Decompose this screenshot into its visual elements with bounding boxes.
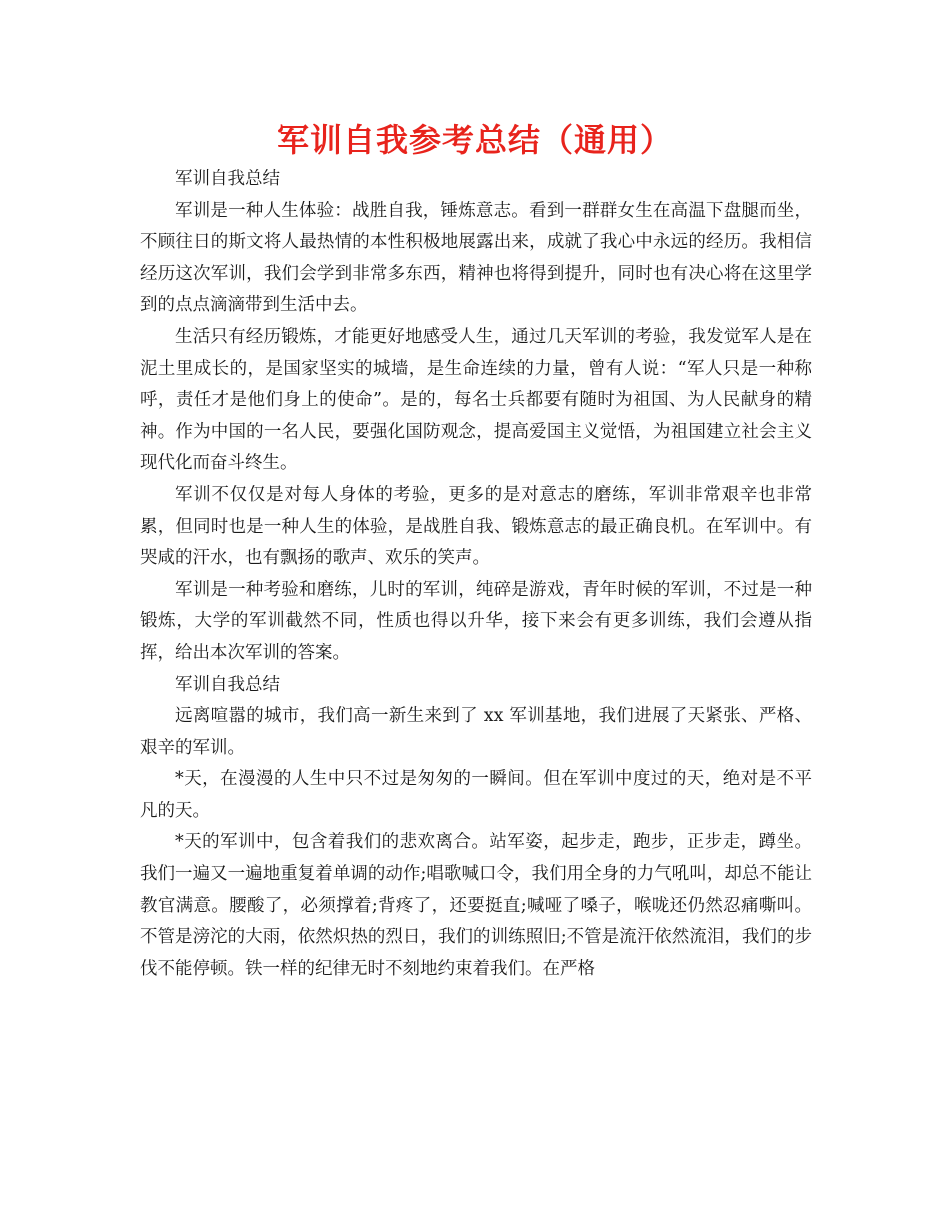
document-title: 军训自我参考总结（通用） (276, 121, 673, 159)
document-body (140, 164, 812, 985)
section-heading: 军训自我总结 (175, 674, 280, 695)
paragraph: 军训是一种考验和磨练，儿时的军训，纯碎是游戏，青年时候的军训，不过是一种锻炼，大学的军训截然不同，性质也得以升华，接下来会有更多训练，我们会遵从指挥，给出本次军训的答案。 (140, 579, 812, 663)
paragraph: *天，在漫漫的人生中只不过是匆匆的一瞬间。但在军训中度过的天，绝对是不平凡的天。 (140, 769, 812, 821)
paragraph: 生活只有经历锻炼，才能更好地感受人生，通过几天军训的考验，我发觉军人是在泥土里成长的，是国家坚实的城墙，是生命连续的力量，曾有人说：“军人只是一种称呼，责任才是他们身上的使命”。是的，每名士兵都要有随时为祖国、为人民献身的精神。作为中国的一名人民，要强化国防观念，提高爱国主义觉悟，为祖国建立社会主义现代化而奋斗终生。 (140, 326, 812, 474)
paragraph: 远离喧嚣的城市，我们高一新生来到了 xx 军训基地，我们进展了天紧张、严格、艰辛的军训。 (140, 706, 812, 758)
paragraph: 军训是一种人生体验：战胜自我，锤炼意志。看到一群群女生在高温下盘腿而坐，不顾往日的斯文将人最热情的本性积极地展露出来，成就了我心中永远的经历。我相信经历这次军训，我们会学到非常多东西，精神也将得到提升，同时也有决心将在这里学到的点点滴滴带到生活中去。 (140, 200, 812, 316)
paragraph: *天的军训中，包含着我们的悲欢离合。站军姿，起步走，跑步，正步走，蹲坐。我们一遍又一遍地重复着单调的动作;唱歌喊口令，我们用全身的力气吼叫，却总不能让教官满意。腰酸了，必须撑着;背疼了，还要挺直;喊哑了嗓子，喉咙还仍然忍痛嘶叫。不管是滂沱的大雨，依然炽热的烈日，我们的训练照旧;不管是流汗依然流泪，我们的步伐不能停顿。铁一样的纪律无时不刻地约束着我们。在严格 (140, 832, 812, 979)
paragraph: 军训不仅仅是对每人身体的考验，更多的是对意志的磨练，军训非常艰辛也非常累，但同时也是一种人生的体验，是战胜自我、锻炼意志的最正确良机。在军训中。有哭咸的汗水，也有飘扬的歌声、欢乐的笑声。 (140, 484, 812, 569)
section-heading: 军训自我总结 (175, 169, 280, 189)
